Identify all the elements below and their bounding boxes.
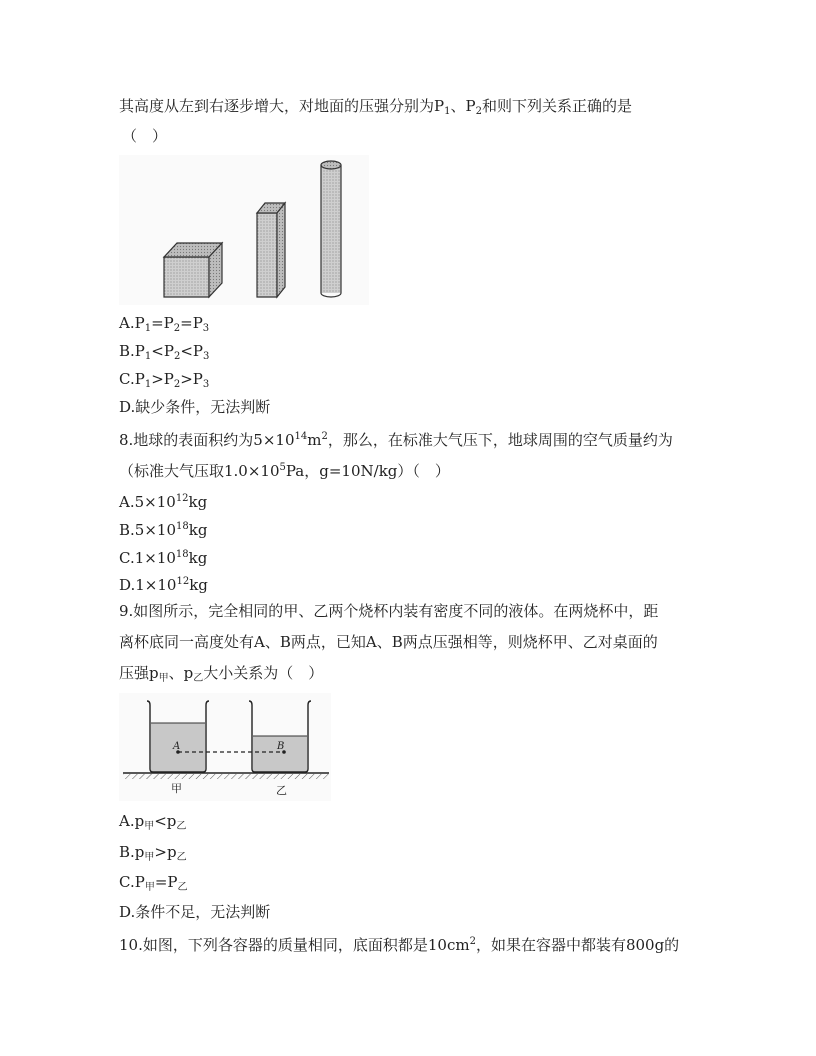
subscript: 甲 [144, 852, 155, 863]
sub-2: 2 [173, 351, 181, 362]
opt-text: =P [154, 873, 178, 891]
q9-option-b [119, 842, 187, 868]
opt-text: kg [188, 549, 208, 567]
q9-stem-line3 [119, 663, 323, 689]
q8-text: ，那么，在标准大气压下，地球周围的空气质量约为 [327, 431, 673, 449]
opt-text: B.5×10 [119, 521, 176, 539]
sub-2: 2 [173, 323, 181, 334]
q9-text: 、p [168, 664, 194, 682]
exponent: 2 [321, 431, 328, 442]
q7-option-a [119, 313, 209, 339]
opt-text: >P [180, 370, 203, 388]
q8-option-b [119, 517, 207, 540]
subscript: 甲 [144, 821, 155, 832]
exponent: 12 [176, 576, 190, 587]
subscript: 乙 [177, 882, 188, 893]
exponent: 2 [469, 936, 476, 947]
label-b: B [277, 741, 285, 752]
exponent: 18 [175, 549, 189, 560]
q9-beaker-figure [119, 693, 331, 801]
q10-text: 10.如图，下列各容器的质量相同，底面积都是10cm [119, 936, 470, 954]
q8-stem-line1 [119, 427, 673, 450]
opt-text: <P [151, 342, 174, 360]
q10-text: ，如果在容器中都装有800g的 [475, 936, 680, 954]
q8-option-d [119, 572, 208, 595]
opt-text: A.P [119, 314, 145, 332]
exponent: 14 [294, 431, 308, 442]
opt-text: D.1×10 [119, 576, 177, 594]
sub-3: 3 [202, 351, 210, 362]
opt-text: C.P [119, 873, 145, 891]
q7-stem-text: 其高度从左到右逐步增大，对地面的压强分别为P [119, 97, 445, 115]
sub-1: 1 [144, 323, 152, 334]
exponent: 12 [175, 493, 189, 504]
opt-text: C.1×10 [119, 549, 176, 567]
opt-text: =P [151, 314, 174, 332]
subscript: 乙 [176, 852, 187, 863]
q7-stem-mid: 、P [450, 97, 476, 115]
exponent: 18 [176, 521, 189, 532]
q7-stem-line [119, 96, 632, 122]
opt-text: B.P [119, 342, 145, 360]
opt-text: kg [188, 493, 208, 511]
opt-text: <p [154, 812, 177, 830]
q7-option-d: D.缺少条件，无法判断 [119, 398, 271, 416]
q7-option-c [119, 369, 209, 395]
opt-text: >P [151, 370, 174, 388]
subscript: 甲 [158, 673, 169, 684]
sub-3: 3 [202, 379, 210, 390]
table-hatch [123, 774, 329, 779]
q7-answer-paren: （ ） [122, 127, 168, 145]
subscript: 甲 [144, 882, 155, 893]
label-jia: 甲 [171, 782, 182, 795]
q8-text: 8.地球的表面积约为5×10 [119, 431, 295, 449]
opt-text: A.p [119, 812, 145, 830]
q7-stem-tail: 和则下列关系正确的是 [481, 97, 632, 115]
label-a: A [173, 741, 181, 752]
subscript: 乙 [193, 673, 204, 684]
q8-stem-line2 [119, 458, 450, 481]
q8-option-a [119, 489, 207, 512]
sub-1: 1 [144, 379, 152, 390]
q7-option-b [119, 341, 209, 367]
sub-1: 1 [444, 106, 451, 117]
q8-text: Pa，g=10N/kg）（ ） [285, 462, 450, 480]
q9-option-a [119, 811, 186, 837]
sub-2: 2 [173, 379, 181, 390]
q9-text: 大小关系为（ ） [203, 664, 324, 682]
opt-text: kg [189, 576, 208, 594]
opt-text: B.p [119, 843, 145, 861]
q7-figure [119, 155, 369, 305]
q9-stem-line2: 离杯底同一高度处有A、B两点，已知A、B两点压强相等，则烧杯甲、乙对桌面的 [119, 633, 658, 651]
opt-text: C.P [119, 370, 145, 388]
opt-text: >p [154, 843, 177, 861]
q9-option-d: D.条件不足，无法判断 [119, 903, 271, 921]
sub-2: 2 [475, 106, 482, 117]
cube-shape [164, 243, 222, 297]
q8-text: m [307, 431, 322, 449]
q10-stem-line1 [119, 932, 679, 955]
tall-prism-shape [257, 203, 285, 297]
cylinder-shape [321, 161, 341, 297]
q8-text: （标准大气压取1.0×10 [119, 462, 280, 480]
subscript: 乙 [176, 821, 187, 832]
opt-text: A.5×10 [119, 493, 176, 511]
opt-text: <P [180, 342, 203, 360]
q9-text: 压强p [119, 664, 159, 682]
opt-text: kg [188, 521, 208, 539]
sub-1: 1 [144, 351, 152, 362]
sub-3: 3 [202, 323, 210, 334]
opt-text: =P [180, 314, 203, 332]
q9-stem-line1: 9.如图所示，完全相同的甲、乙两个烧杯内装有密度不同的液体。在两烧杯中，距 [119, 602, 659, 620]
label-yi: 乙 [276, 784, 287, 797]
q9-option-c [119, 872, 187, 898]
q8-option-c [119, 545, 207, 568]
exponent: 5 [279, 462, 286, 473]
